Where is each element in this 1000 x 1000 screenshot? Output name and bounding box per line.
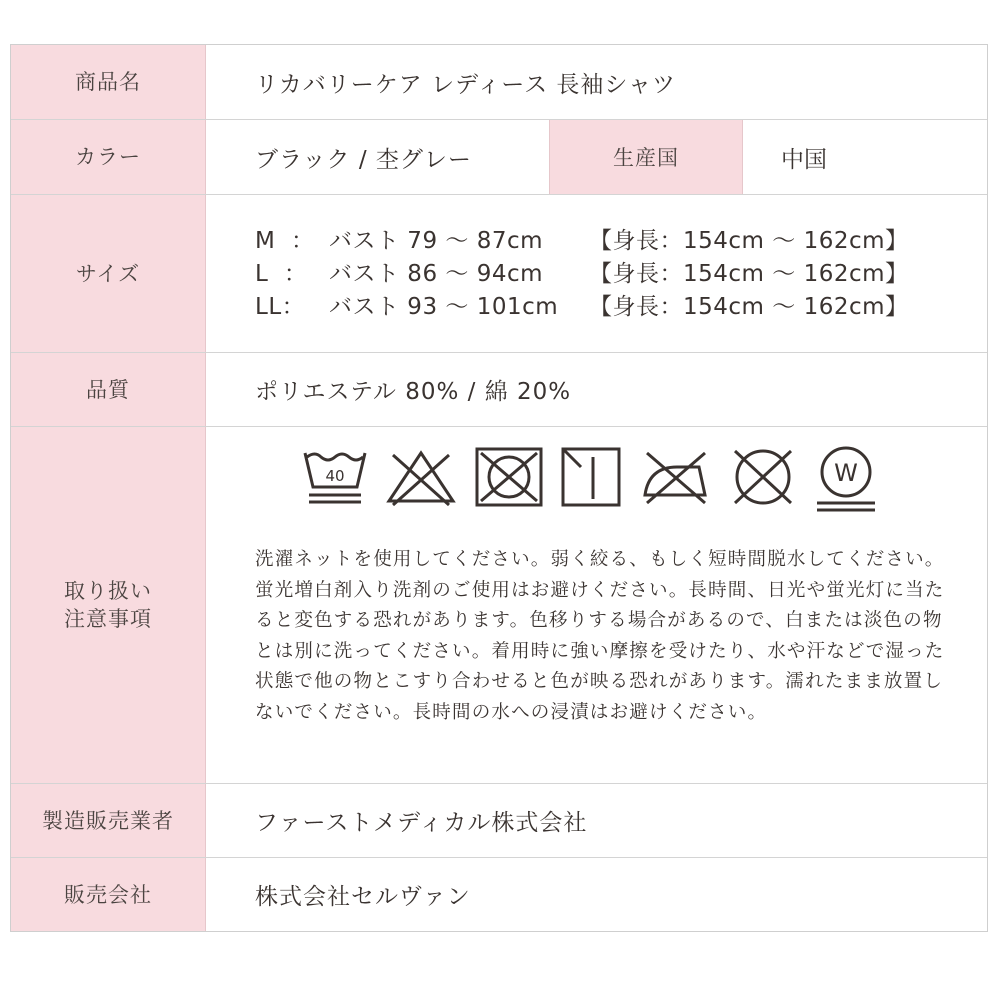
size-line-m <box>255 225 909 258</box>
wash-40-gentle-icon <box>301 445 369 509</box>
line-dry-shade-icon <box>559 445 623 509</box>
size-code: M ： <box>255 228 315 254</box>
label-seller: 販売会社 <box>11 858 206 931</box>
label-care-line1: 取り扱い <box>64 579 152 603</box>
label-care <box>11 427 206 783</box>
label-country: 生産国 <box>549 120 743 194</box>
value-quality: ポリエステル 80% / 綿 20% <box>255 379 572 405</box>
size-list <box>255 225 909 324</box>
size-line-l <box>255 258 909 291</box>
size-bust: バスト 93 〜 101cm <box>329 294 559 320</box>
value-seller: 株式会社セルヴァン <box>255 884 471 910</box>
label-product-name: 商品名 <box>11 45 206 119</box>
no-tumble-dry-icon <box>473 445 545 509</box>
care-instructions-text: 洗濯ネットを使用してください。弱く絞る、もしく短時間脱水してください。蛍光増白剤入り洗剤のご使用はお避けください。長時間、日光や蛍光灯に当たると変色する恐れがあります。色移りする場合があるので、白または淡色の物とは別に洗ってください。着用時に強い摩擦を受けたり、水や汗などで湿った状態で他の物とこすり合わせると色が映る恐れがあります。濡れたまま放置しないでください。長時間の水への浸漬はお避けください。 <box>255 549 945 723</box>
size-height: 【身長：154cm 〜 162cm】 <box>589 261 909 287</box>
row-care <box>11 427 987 784</box>
size-code: LL： <box>255 294 306 320</box>
size-code: L ： <box>255 261 308 287</box>
label-color: カラー <box>11 120 206 194</box>
row-manufacturer <box>11 784 987 858</box>
no-bleach-icon <box>383 445 459 509</box>
product-spec-table <box>10 44 988 932</box>
label-size: サイズ <box>11 195 206 352</box>
row-color <box>11 120 987 195</box>
label-care-line2: 注意事項 <box>64 607 152 631</box>
row-size <box>11 195 987 353</box>
size-height: 【身長：154cm 〜 162cm】 <box>589 228 909 254</box>
no-dry-clean-icon <box>727 445 799 509</box>
value-country: 中国 <box>781 146 827 173</box>
no-iron-icon <box>637 445 713 509</box>
size-line-ll <box>255 291 909 324</box>
wet-clean-gentle-icon <box>813 445 879 515</box>
wet-clean-letter: W <box>834 459 858 487</box>
row-product-name <box>11 45 987 120</box>
row-seller <box>11 858 987 931</box>
value-product-name: リカバリーケア レディース 長袖シャツ <box>255 71 676 98</box>
label-manufacturer: 製造販売業者 <box>11 784 206 857</box>
row-quality <box>11 353 987 427</box>
wash-temp-text: 40 <box>325 467 345 485</box>
size-height: 【身長：154cm 〜 162cm】 <box>589 294 909 320</box>
size-bust: バスト 79 〜 87cm <box>329 228 544 254</box>
value-color: ブラック / 杢グレー <box>255 146 472 173</box>
label-quality: 品質 <box>11 353 206 426</box>
care-icons <box>301 445 879 515</box>
size-bust: バスト 86 〜 94cm <box>329 261 544 287</box>
value-manufacturer: ファーストメディカル株式会社 <box>255 810 588 836</box>
